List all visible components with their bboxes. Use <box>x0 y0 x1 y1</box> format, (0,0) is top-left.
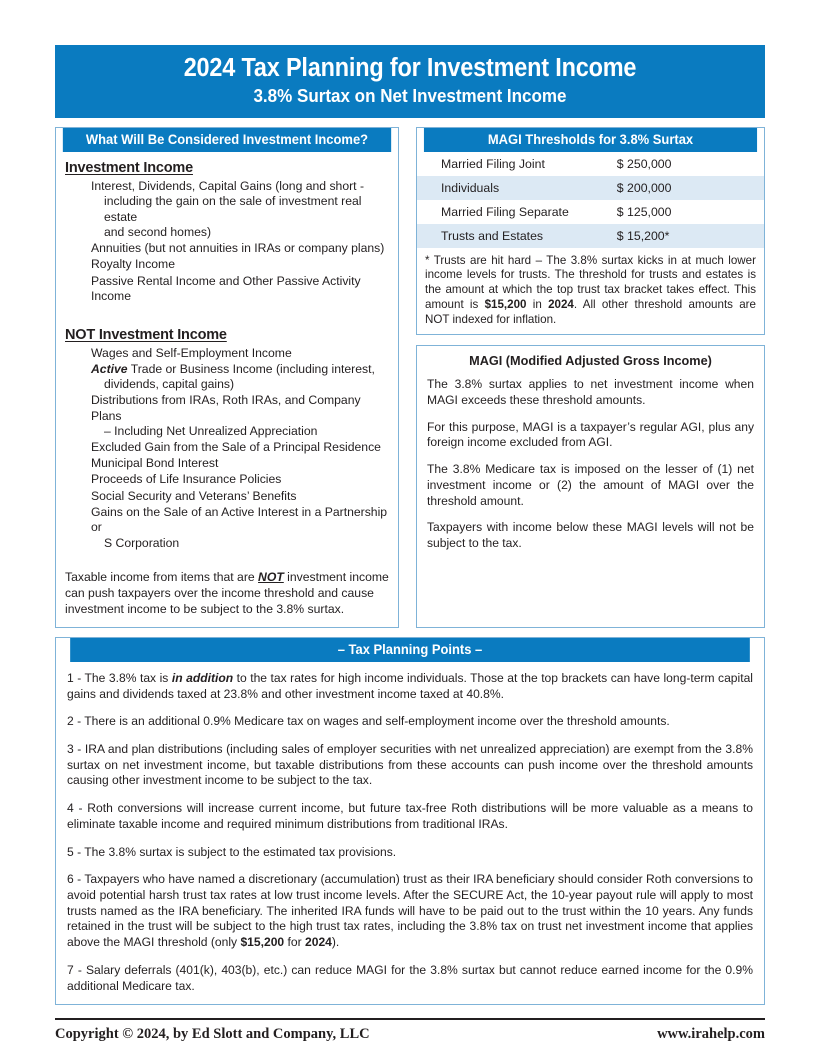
tax-planning-point: 5 - The 3.8% surtax is subject to the estimated tax provisions. <box>67 844 397 859</box>
tax-planning-points-header: – Tax Planning Points – <box>70 638 750 662</box>
not-investment-income-heading: NOT Investment Income <box>65 326 227 343</box>
list-item <box>78 362 389 393</box>
point-bold: 2024 <box>305 935 332 950</box>
list-item-line: Municipal Bond Interest <box>91 456 219 471</box>
tax-planning-point: 3 - IRA and plan distributions (including sales of employer securities with net unrealized appreciation) are exempt from the 3.8% surtax on net investment income, but taxable distributions from these accounts can push income over the threshold amounts causing other investment income to be subject to the tax. <box>67 741 753 788</box>
list-item-line: Proceeds of Life Insurance Policies <box>91 472 282 487</box>
threshold-value: $ 200,000 <box>615 176 764 200</box>
magi-definition-paragraph: The 3.8% surtax applies to net investment income when MAGI exceeds these threshold amounts. <box>427 377 754 408</box>
tax-planning-point: 4 - Roth conversions will increase current income, but future tax-free Roth distributions will be more valuable as a means to eliminate taxable income and required minimum distributions from traditional IRAs. <box>67 801 753 831</box>
magi-thresholds-table <box>417 152 764 248</box>
magi-footnote: * Trusts are hit hard – The 3.8% surtax kicks in at much lower income levels for trusts. The threshold for trusts and estates is the amount at which the top trust tax bracket takes effect. This amount is $15,200 in 2024. All other threshold amounts are NOT indexed for inflation. <box>425 253 756 326</box>
list-item-line: Interest, Dividends, Capital Gains (long and short - <box>91 178 364 193</box>
magi-definition-paragraph: For this purpose, MAGI is a taxpayer’s regular AGI, plus any foreign income excluded from AGI. <box>427 419 754 450</box>
list-item <box>78 257 389 273</box>
page-title: 2024 Tax Planning for Investment Income <box>183 54 637 82</box>
note-text: Taxable income from items that are <box>65 570 259 585</box>
not-investment-income-list <box>65 346 389 552</box>
list-item <box>78 179 389 241</box>
list-item <box>78 505 389 552</box>
list-item <box>78 393 389 440</box>
tax-planning-point: 7 - Salary deferrals (401(k), 403(b), etc.) can reduce MAGI for the 3.8% surtax but cannot reduce earned income for the 0.9% additional Medicare tax. <box>67 962 753 993</box>
list-item <box>78 456 389 472</box>
copyright-text: Copyright © 2024, by Ed Slott and Company, LLC <box>55 1026 370 1043</box>
investment-income-list <box>65 179 389 305</box>
left-column <box>55 127 399 628</box>
tax-planning-point: 2 - There is an additional 0.9% Medicare tax on wages and self-employment income over the threshold amounts. <box>67 714 670 729</box>
table-row <box>417 176 764 200</box>
threshold-label: Married Filing Separate <box>441 204 569 219</box>
magi-definition-panel <box>416 345 765 627</box>
threshold-label: Married Filing Joint <box>441 156 545 171</box>
list-item-line: dividends, capital gains) <box>104 377 235 392</box>
magi-definition-body <box>417 346 764 560</box>
magi-definition-paragraph: The 3.8% Medicare tax is imposed on the lesser of (1) net investment income or (2) the amount of MAGI over the threshold amount. <box>427 462 754 508</box>
note-text-cont: investment income can push taxpayers over the income threshold and cause investment income to be subject to the 3.8% surtax. <box>65 570 389 616</box>
list-item-line: Annuities (but not annuities in IRAs or company plans) <box>91 241 385 256</box>
list-item-line: Passive Rental Income and Other Passive Activity Income <box>91 273 361 304</box>
list-item-line: S Corporation <box>104 535 180 550</box>
investment-income-panel-header: What Will Be Considered Investment Income? <box>63 128 391 152</box>
table-row <box>417 152 764 176</box>
list-item-line: Social Security and Veterans’ Benefits <box>91 488 297 503</box>
threshold-label: Trusts and Estates <box>417 224 615 248</box>
investment-income-panel-body <box>56 152 398 627</box>
tax-planning-point: 1 - The 3.8% tax is in addition to the tax rates for high income individuals. Those at the top brackets can have long-term capital gains and dividends taxed at 23.8% and other investment income taxed at 40.8%. <box>67 670 753 701</box>
list-item-line: including the gain on the sale of investment real estate <box>104 194 362 224</box>
list-item-line: Wages and Self-Employment Income <box>91 345 292 360</box>
threshold-value: $ 15,200* <box>615 224 764 248</box>
list-item <box>78 472 389 488</box>
page-footer <box>55 1018 765 1043</box>
list-item-line: Gains on the Sale of an Active Interest in a Partnership or <box>91 504 388 535</box>
list-item-line: and second homes) <box>104 225 212 240</box>
list-item-line: Active Trade or Business Income (including interest, <box>91 361 375 376</box>
tax-planning-point: 6 - Taxpayers who have named a discretionary (accumulation) trust as their IRA beneficiary should consider Roth conversions to avoid potential harsh trust tax rates at low trust income levels. After the SECURE Act, the 10-year payout rule will apply to most trusts named as the IRA beneficiary. The inherited IRA funds will have to be paid out to the trust within the 10 years. Any funds retained in the trust will be subject to the high trust tax rates, including the 3.8% tax on trust net investment income that applies above the MAGI threshold (only $15,200 for 2024). <box>67 872 753 950</box>
list-item <box>78 489 389 505</box>
investment-income-panel <box>55 127 399 628</box>
threshold-value: $ 250,000 <box>616 156 672 171</box>
emphasis-text: Active <box>91 361 128 376</box>
list-item-line: Excluded Gain from the Sale of a Principal Residence <box>91 440 381 455</box>
magi-definition-paragraph: Taxpayers with income below these MAGI levels will not be subject to the tax. <box>427 520 754 551</box>
list-item <box>78 440 389 456</box>
list-item-line: – Including Net Unrealized Appreciation <box>104 424 318 439</box>
threshold-value: $ 125,000 <box>616 204 672 219</box>
list-item <box>78 274 389 305</box>
title-banner <box>55 45 765 118</box>
document-page <box>55 45 765 1043</box>
tax-planning-points-panel <box>55 637 765 1006</box>
page-subtitle: 3.8% Surtax on Net Investment Income <box>253 84 567 106</box>
list-item-line: Royalty Income <box>91 257 175 272</box>
tax-planning-points-body <box>56 662 764 1005</box>
website-link[interactable]: www.irahelp.com <box>657 1026 765 1043</box>
list-item-line: Distributions from IRAs, Roth IRAs, and Company Plans <box>91 393 361 423</box>
taxable-income-note <box>65 570 389 618</box>
threshold-label: Individuals <box>417 176 615 200</box>
table-row <box>417 200 764 224</box>
table-row <box>417 224 764 248</box>
magi-thresholds-panel <box>416 127 765 336</box>
magi-thresholds-header: MAGI Thresholds for 3.8% Surtax <box>424 128 757 152</box>
columns-container <box>55 127 765 628</box>
point-emphasis: in addition <box>171 670 234 685</box>
note-emphasis: NOT <box>258 570 284 585</box>
right-column <box>416 127 765 628</box>
list-item <box>78 241 389 257</box>
list-item <box>78 346 389 362</box>
magi-definition-title: MAGI (Modified Adjusted Gross Income) <box>469 354 712 369</box>
point-bold: $15,200 <box>240 935 285 950</box>
investment-income-heading: Investment Income <box>65 159 193 176</box>
